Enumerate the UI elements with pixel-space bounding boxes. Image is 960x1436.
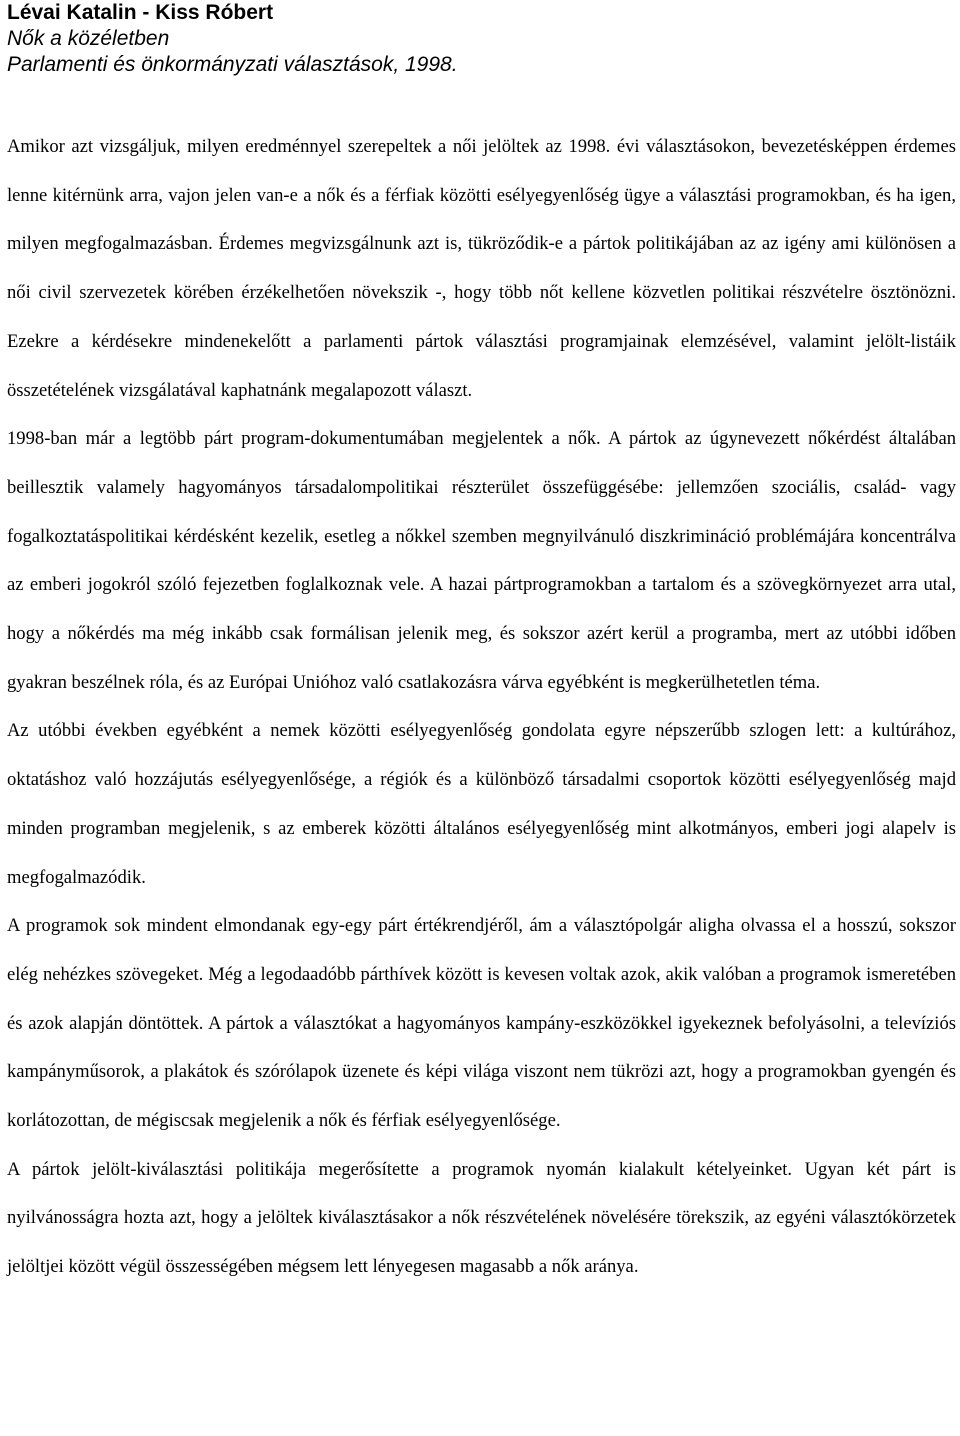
author-line: Lévai Katalin - Kiss Róbert: [7, 1, 274, 24]
paragraph-3: Az utóbbi években egyébként a nemek közötti esélyegyenlőség gondolata egyre népszerűbb szlogen lett: a kultúrához, oktatáshoz való hozzájutás esélyegyenlősége, a régiók és a különböző társadalmi csoportok közötti esélyegyenlőség majd minden programban megjelenik, s az emberek közötti általános esélyegyenlőség mint alkotmányos, emberi jogi alapelv is megfogalmazódik.: [7, 720, 956, 888]
paragraph-4: A programok sok mindent elmondanak egy-egy párt értékrendjéről, ám a választópolgár aligha olvassa el a hosszú, sokszor elég nehézkes szövegeket. Még a legodaadóbb párthívek között is kevesen voltak azok, akik valóban a programok ismeretében és azok alapján döntöttek. A pártok a választókat a hagyományos kampány-eszközökkel igyekeznek befolyásolni, a televíziós kampányműsorok, a plakátok és szórólapok üzenete és képi világa viszont nem tükrözi azt, hogy a programokban gyengén és korlátozottan, de mégiscsak megjelenik a nők és férfiak esélyegyenlősége.: [7, 915, 956, 1132]
paragraph-2: 1998-ban már a legtöbb párt program-dokumentumában megjelentek a nők. A pártok az úgynevezett nőkérdést általában beillesztik valamely hagyományos társadalompolitikai részterület összefüggésébe: jellemzően szociális, család- vagy fogalkoztatáspolitikai kérdésként kezelik, esetleg a nőkkel szemben megnyilvánuló diszkrimináció problémájára koncentrálva az emberi jogokról szóló fejezetben foglalkoznak vele. A hazai pártprogramokban a tartalom és a szövegkörnyezet arra utal, hogy a nőkérdés ma még inkább csak formálisan jelenik meg, és sokszor azért kerül a programba, mert az utóbbi időben gyakran beszélnek róla, és az Európai Unióhoz való csatlakozásra várva egyébként is megkerülhetetlen téma.: [7, 428, 956, 693]
paragraph-1: Amikor azt vizsgáljuk, milyen eredménnyel szerepeltek a női jelöltek az 1998. évi választásokon, bevezetésképpen érdemes lenne kitérnünk arra, vajon jelen van-e a nők és a férfiak közötti esélyegyenlőség ügye a választási programokban, és ha igen, milyen megfogalmazásban. Érdemes megvizsgálnunk azt is, tükröződik-e a pártok politikájában az az igény ami különösen a női civil szervezetek körében érzékelhetően növekszik -, hogy több nőt kellene közvetlen politikai részvételre ösztönözni. Ezekre a kérdésekre mindenekelőtt a parlamenti pártok választási programjainak elemzésével, valamint jelölt-listáik összetételének vizsgálatával kaphatnánk megalapozott választ.: [7, 136, 956, 401]
document-header: [7, 0, 947, 78]
document-body: [7, 123, 956, 1292]
document-subtitle: Parlamenti és önkormányzati választások, 1998.: [7, 53, 458, 76]
paragraph-5: A pártok jelölt-kiválasztási politikája megerősítette a programok nyomán kialakult kételyeinket. Ugyan két párt is nyilvánosságra hozta azt, hogy a jelöltek kiválasztásakor a nők részvételének növelésére törekszik, az egyéni választókörzetek jelöltjei között végül összességében mégsem lett lényegesen magasabb a nők aránya.: [7, 1158, 956, 1278]
document-title: Nők a közéletben: [7, 27, 170, 50]
